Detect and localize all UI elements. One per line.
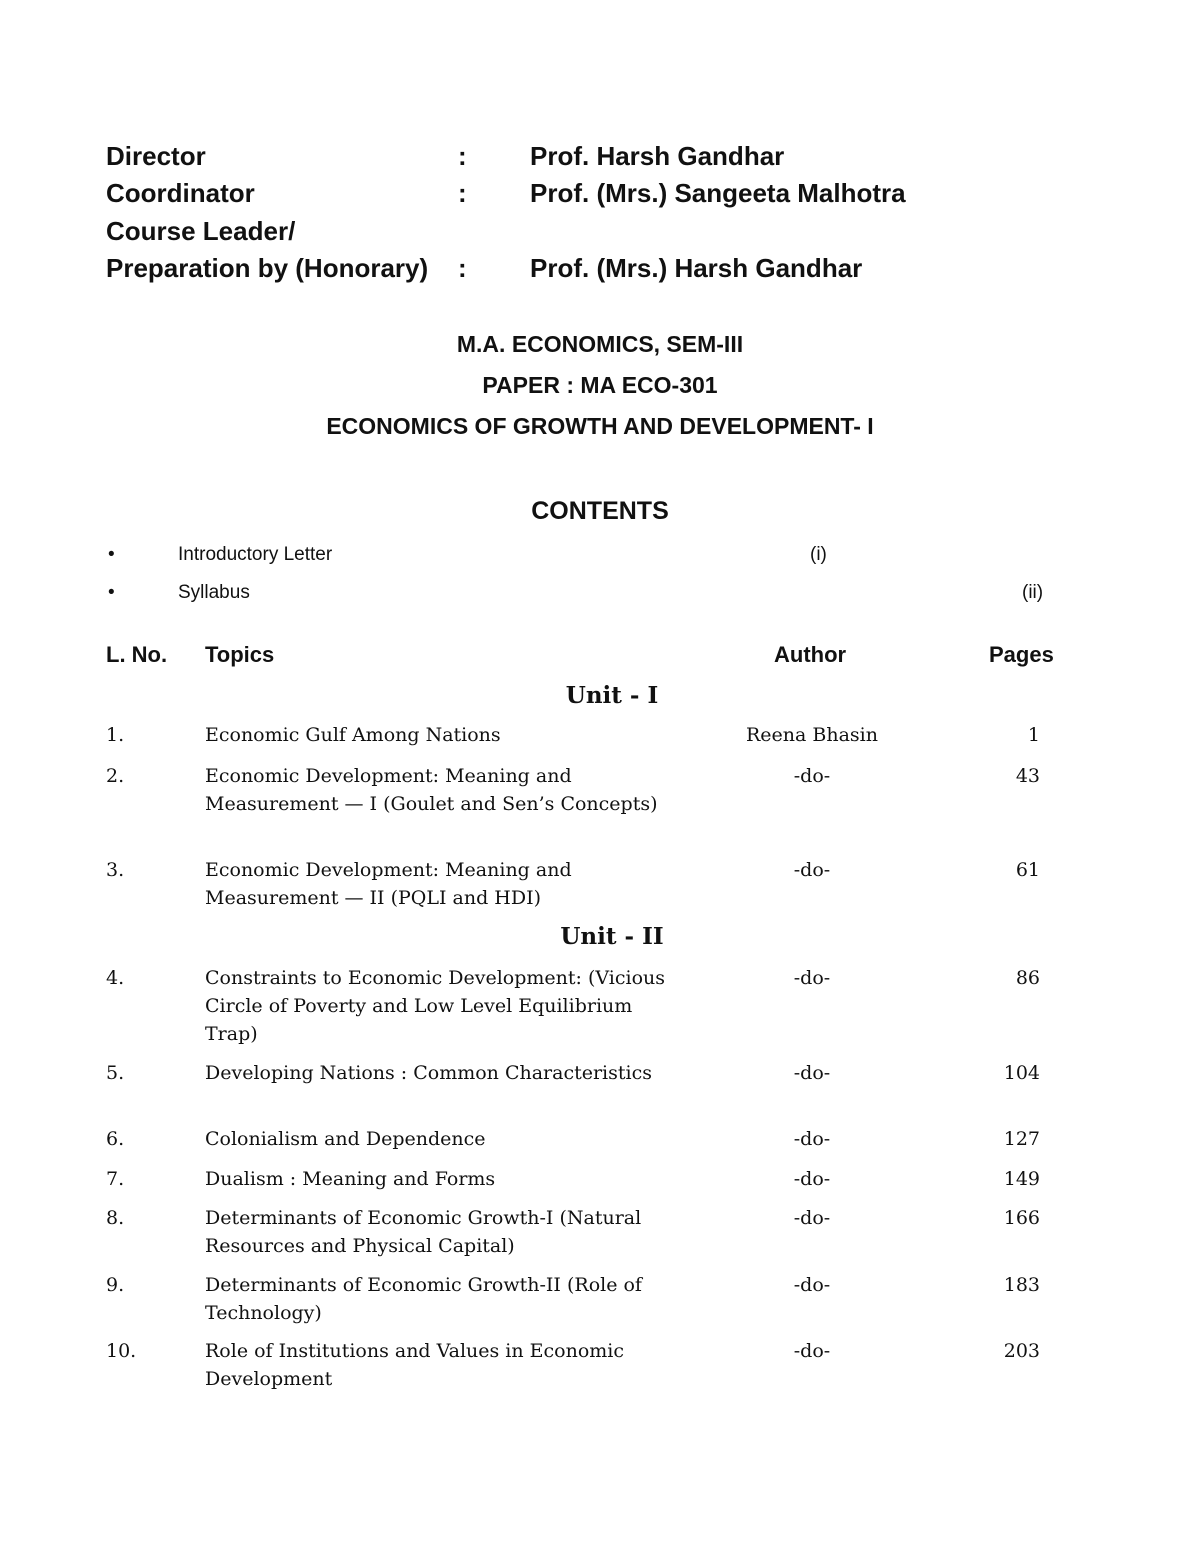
staff-colon: : xyxy=(458,178,467,208)
contents-title: CONTENTS xyxy=(531,497,669,525)
lesson-page: 149 xyxy=(1003,1168,1040,1190)
lesson-number: 2. xyxy=(106,765,125,787)
lesson-author: -do- xyxy=(793,1062,831,1084)
program-heading: M.A. ECONOMICS, SEM-III xyxy=(456,331,744,357)
header-topics: Topics xyxy=(205,642,275,667)
lesson-author: -do- xyxy=(793,1168,831,1190)
lesson-page: 1 xyxy=(1027,724,1040,746)
lesson-number: 1. xyxy=(106,724,125,746)
lesson-page: 183 xyxy=(1003,1274,1040,1296)
lesson-number: 5. xyxy=(106,1062,125,1084)
lesson-topic: Constraints to Economic Development: (Vicious Circle of Poverty and Low Level Equilibrium Trap) xyxy=(205,967,665,1045)
staff-name: Prof. (Mrs.) Sangeeta Malhotra xyxy=(530,178,906,208)
bullet-icon: • xyxy=(108,582,115,603)
lesson-author: Reena Bhasin xyxy=(746,724,878,746)
lesson-author: -do- xyxy=(793,1207,831,1229)
lesson-page: 127 xyxy=(1003,1128,1040,1150)
bullet-icon: • xyxy=(108,544,115,565)
paper-heading: PAPER : MA ECO-301 xyxy=(482,372,718,398)
front-matter-label: Syllabus xyxy=(178,582,250,603)
lesson-author: -do- xyxy=(793,967,831,989)
lesson-topic: Economic Development: Meaning and Measurement — II (PQLI and HDI) xyxy=(205,859,572,909)
front-matter-page: (ii) xyxy=(1022,582,1044,603)
lesson-number: 8. xyxy=(106,1207,125,1229)
course-title: ECONOMICS OF GROWTH AND DEVELOPMENT- I xyxy=(326,413,874,439)
lesson-author: -do- xyxy=(793,859,831,881)
staff-colon: : xyxy=(458,253,467,283)
lesson-topic: Developing Nations : Common Characteristics xyxy=(205,1062,652,1084)
lesson-topic: Dualism : Meaning and Forms xyxy=(205,1168,496,1190)
lesson-topic: Economic Gulf Among Nations xyxy=(205,724,501,746)
header-lesson-no: L. No. xyxy=(106,642,168,667)
staff-colon: : xyxy=(458,141,467,171)
unit-title: Unit - I xyxy=(565,682,659,709)
lesson-topic: Role of Institutions and Values in Economic Development xyxy=(205,1340,625,1390)
header-pages: Pages xyxy=(989,642,1054,667)
unit-title: Unit - II xyxy=(560,923,664,950)
lesson-number: 7. xyxy=(106,1168,125,1190)
lesson-number: 9. xyxy=(106,1274,125,1296)
lesson-author: -do- xyxy=(793,1340,831,1362)
lesson-number: 4. xyxy=(106,967,125,989)
lesson-number: 10. xyxy=(106,1340,137,1362)
staff-name: Prof. (Mrs.) Harsh Gandhar xyxy=(530,253,863,283)
lesson-author: -do- xyxy=(793,1274,831,1296)
staff-name: Prof. Harsh Gandhar xyxy=(530,141,785,171)
front-matter-label: Introductory Letter xyxy=(178,544,333,565)
lesson-topic: Economic Development: Meaning and Measurement — I (Goulet and Sen’s Concepts) xyxy=(205,765,658,815)
lesson-author: -do- xyxy=(793,765,831,787)
staff-role: Coordinator xyxy=(106,178,255,208)
lesson-number: 3. xyxy=(106,859,125,881)
lesson-page: 166 xyxy=(1003,1207,1040,1229)
lesson-page: 43 xyxy=(1015,765,1040,787)
staff-role: Preparation by (Honorary) xyxy=(106,253,429,283)
staff-role: Course Leader/ xyxy=(106,216,296,246)
lesson-topic: Determinants of Economic Growth-I (Natural Resources and Physical Capital) xyxy=(205,1207,642,1257)
lesson-number: 6. xyxy=(106,1128,125,1150)
lesson-topic: Colonialism and Dependence xyxy=(205,1128,486,1150)
lesson-page: 203 xyxy=(1003,1340,1040,1362)
lesson-topic: Determinants of Economic Growth-II (Role of Technology) xyxy=(205,1274,642,1324)
lesson-page: 61 xyxy=(1015,859,1040,881)
lesson-page: 86 xyxy=(1015,967,1040,989)
front-matter-page: (i) xyxy=(810,544,827,565)
lesson-author: -do- xyxy=(793,1128,831,1150)
lesson-page: 104 xyxy=(1003,1062,1040,1084)
staff-role: Director xyxy=(106,141,206,171)
header-author: Author xyxy=(774,642,847,667)
